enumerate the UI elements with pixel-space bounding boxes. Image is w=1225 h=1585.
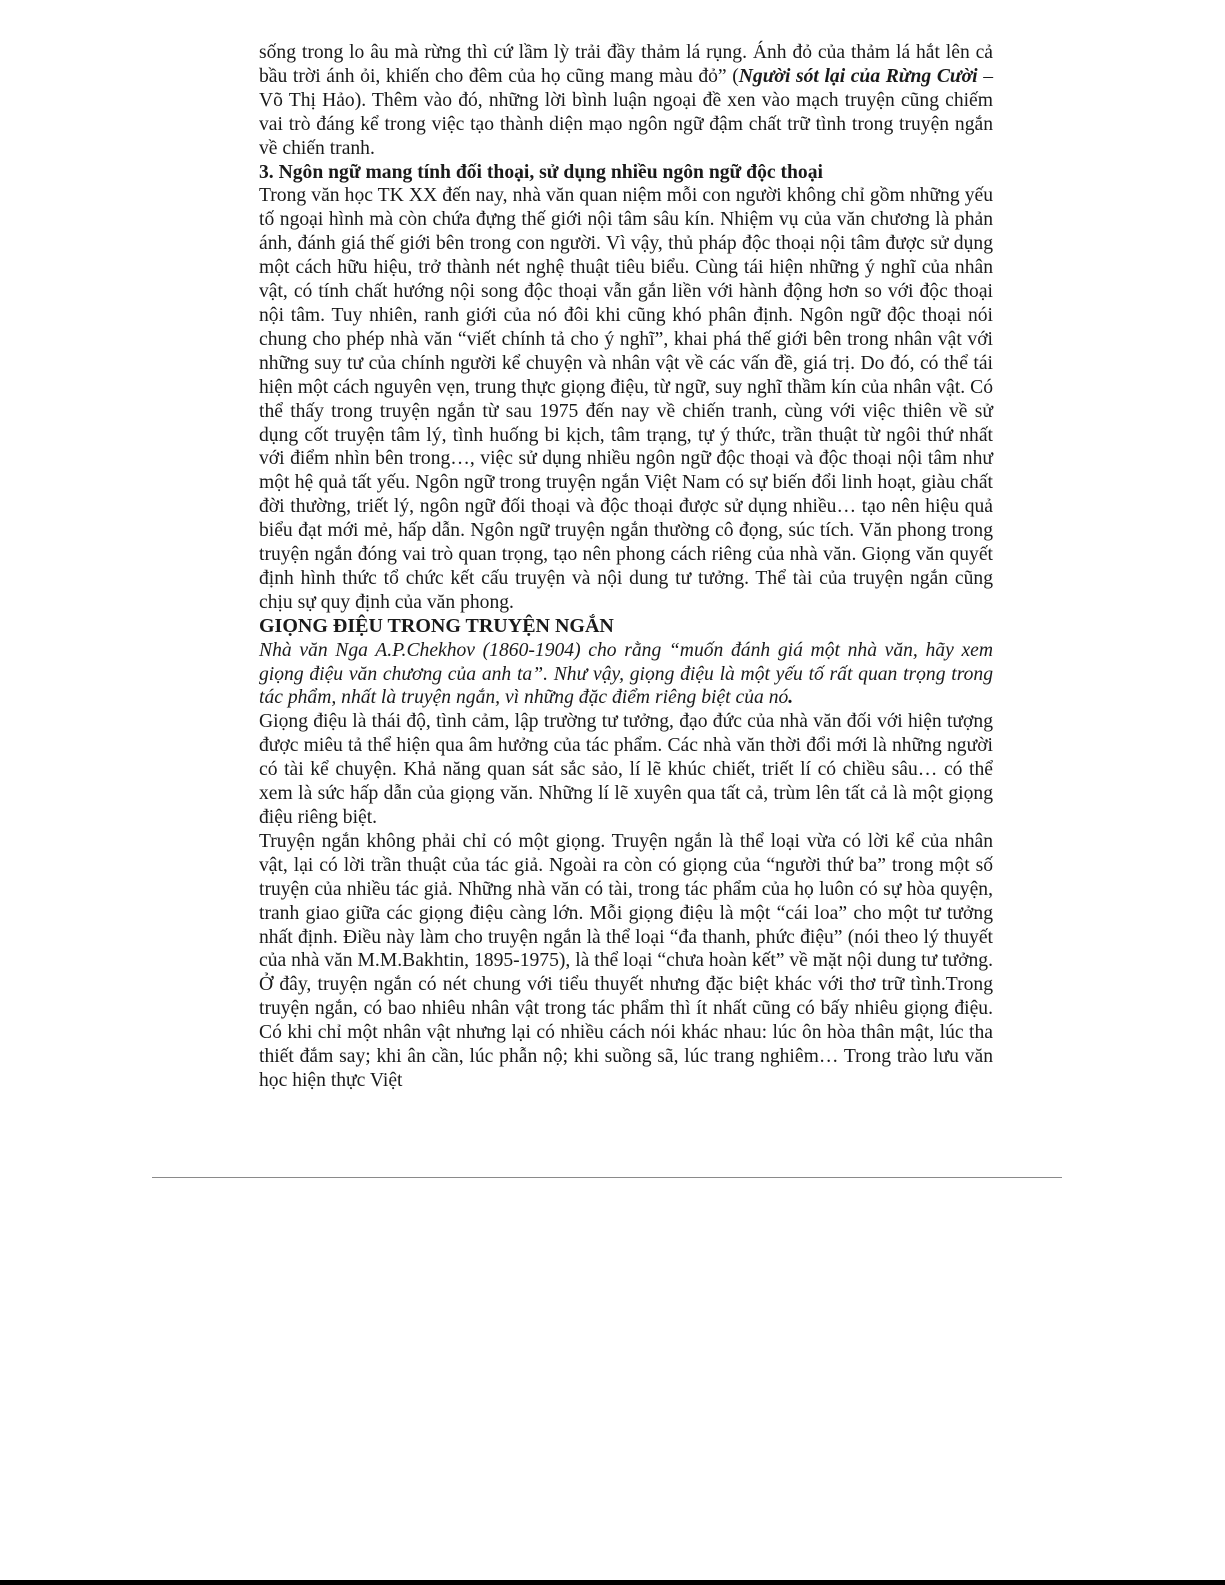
paragraph-continued	[259, 41, 993, 161]
page-divider	[152, 1177, 1062, 1178]
quote-text: Nhà văn Nga A.P.Chekhov (1860-1904) cho rằng “muốn đánh giá một nhà văn, hãy xem giọng điệu văn chương của anh ta”. Như vậy, giọng điệu là một yếu tố rất quan trọng trong tác phẩm, nhất là truyện ngắn, vì những đặc điểm riêng biệt của nó	[259, 639, 993, 709]
work-title: Người sót lại của Rừng Cười	[738, 65, 978, 87]
paragraph-tone-definition: Giọng điệu là thái độ, tình cảm, lập trường tư tưởng, đạo đức của nhà văn đối với hiện tượng được miêu tả thể hiện qua âm hưởng của tác phẩm. Các nhà văn thời đổi mới là những người có tài kể chuyện. Khả năng quan sát sắc sảo, lí lẽ khúc chiết, triết lí có chiều sâu… có thể xem là sức hấp dẫn của giọng văn. Những lí lẽ xuyên qua tất cả, trùm lên tất cả là một giọng điệu riêng biệt.	[259, 711, 993, 828]
paragraph-text: – Võ Thị Hảo). Thêm vào đó, những lời bình luận ngoại đề xen vào mạch truyện cũng chiếm vai trò đáng kể trong việc tạo thành diện mạo ngôn ngữ đậm chất trữ tình trong truyện ngắn về chiến tranh.	[259, 65, 993, 159]
paragraph-polyphony: Truyện ngắn không phải chỉ có một giọng. Truyện ngắn là thể loại vừa có lời kể của nhân vật, lại có lời trần thuật của tác giả. Ngoài ra còn có giọng của “người thứ ba” trong một số truyện của nhiều tác giả. Những nhà văn có tài, trong tác phẩm của họ luôn có sự hòa quyện, tranh giao giữa các giọng điệu càng lớn. Mỗi giọng điệu là một “cái loa” cho một tư tưởng nhất định. Điều này làm cho truyện ngắn là thể loại “đa thanh, phức điệu” (nói theo lý thuyết của nhà văn M.M.Bakhtin, 1895-1975), là thể loại “chưa hoàn kết” về mặt nội dung tư tưởng. Ở đây, truyện ngắn có nét chung với tiểu thuyết nhưng đặc biệt khác với thơ trữ tình.Trong truyện ngắn, có bao nhiêu nhân vật trong tác phẩm thì ít nhất cũng có bấy nhiêu giọng điệu. Có khi chỉ một nhân vật nhưng lại có nhiều cách nói khác nhau: lúc ôn hòa thân mật, lúc tha thiết đắm say; khi ân cần, lúc phẫn nộ; khi suồng sã, lúc trang nghiêm… Trong trào lưu văn học hiện thực Việt	[259, 830, 993, 1091]
bottom-edge-bar	[0, 1580, 1225, 1585]
document-body	[259, 41, 993, 1093]
heading-text: . Ngôn ngữ mang tính đối thoại, sử dụng nhiều ngôn ngữ độc thoại	[268, 161, 823, 183]
paragraph-monologue: Trong văn học TK XX đến nay, nhà văn quan niệm mỗi con người không chỉ gồm những yếu tố ngoại hình mà còn chứa đựng thế giới nội tâm sâu kín. Nhiệm vụ của văn chương là phản ánh, đánh giá thế giới bên trong con người. Vì vậy, thủ pháp độc thoại nội tâm được sử dụng một cách hữu hiệu, trở thành nét nghệ thuật tiêu biểu. Cùng tái hiện những ý nghĩ của nhân vật, có tính chất hướng nội song độc thoại vẫn gắn liền với hành động hơn so với độc thoại nội tâm. Tuy nhiên, ranh giới của nó đôi khi cũng khó phân định. Ngôn ngữ độc thoại nói chung cho phép nhà văn “viết chính tả cho ý nghĩ”, khai phá thế giới bên trong nhân vật với những suy tư của chính người kể chuyện và nhân vật về các vấn đề, giá trị. Do đó, có thể tái hiện một cách nguyên vẹn, trung thực giọng điệu, từ ngữ, suy nghĩ thầm kín của nhân vật. Có thể thấy trong truyện ngắn từ sau 1975 đến nay về chiến tranh, cùng với việc thiên về sử dụng cốt truyện tâm lý, tình huống bi kịch, tâm trạng, tự ý thức, trần thuật từ ngôi thứ nhất với điểm nhìn bên trong…, việc sử dụng nhiều ngôn ngữ độc thoại và độc thoại nội tâm như một hệ quả tất yếu. Ngôn ngữ trong truyện ngắn Việt Nam có sự biến đổi linh hoạt, giàu chất đời thường, triết lý, ngôn ngữ đối thoại và độc thoại được sử dụng nhiều… tạo nên hiệu quả biểu đạt mới mẻ, hấp dẫn. Ngôn ngữ truyện ngắn thường cô đọng, súc tích. Văn phong trong truyện ngắn đóng vai trò quan trọng, tạo nên phong cách riêng của nhà văn. Giọng văn quyết định hình thức tổ chức kết cấu truyện và nội dung tư tưởng. Thể tài của truyện ngắn cũng chịu sự quy định của văn phong.	[259, 185, 993, 613]
section-heading-3	[259, 161, 993, 185]
heading-number: 3	[259, 161, 269, 183]
quote-paragraph	[259, 639, 993, 711]
quote-period: .	[788, 687, 794, 709]
section-title: GIỌNG ĐIỆU TRONG TRUYỆN NGẮN	[259, 614, 614, 637]
paragraph-text: sống trong lo âu mà rừng thì cứ lầm lỳ trải đầy thảm lá rụng. Ánh đỏ của thảm lá hắt lên cả bầu trời ánh ỏi, khiến cho đêm của họ cũng mang màu đỏ” (	[259, 42, 993, 87]
